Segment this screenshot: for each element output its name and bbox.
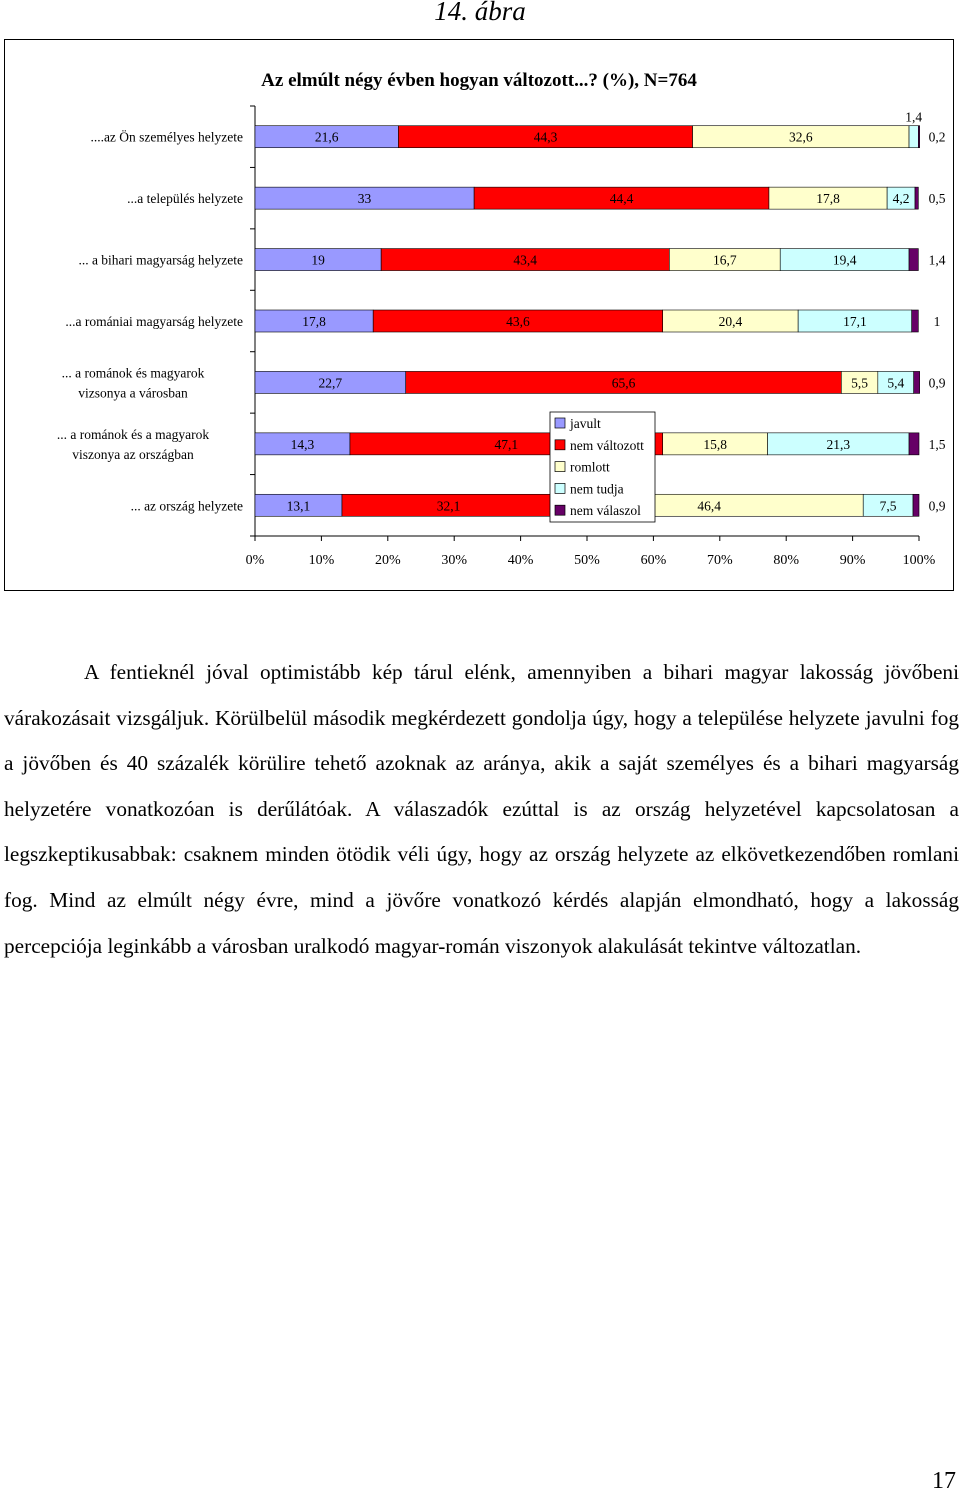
data-label: 32,1 — [436, 498, 461, 514]
legend-swatch — [555, 505, 565, 515]
x-tick-label: 90% — [839, 553, 866, 568]
category-label: vizsonya a városban — [78, 385, 188, 401]
bar-segment — [912, 310, 919, 332]
data-label: 20,4 — [718, 314, 743, 329]
data-label: 32,6 — [788, 129, 813, 145]
data-label: 0,9 — [928, 375, 946, 391]
legend-swatch — [555, 418, 565, 428]
legend-label: nem válaszol — [570, 503, 641, 519]
data-label: 21,6 — [314, 129, 339, 145]
x-tick-label: 40% — [507, 553, 534, 568]
data-label: 0,5 — [928, 191, 946, 207]
bar-segment — [914, 371, 920, 393]
data-label: 65,6 — [611, 375, 636, 391]
data-label: 1,5 — [928, 436, 946, 452]
data-label: 21,3 — [826, 436, 851, 452]
data-label: 5,5 — [851, 375, 869, 391]
legend-swatch — [555, 483, 565, 493]
stacked-bar-chart — [5, 40, 953, 590]
bar-segment — [918, 126, 919, 148]
data-label: 46,4 — [697, 498, 721, 514]
legend-label: javult — [570, 416, 601, 431]
x-tick-label: 10% — [308, 553, 335, 568]
data-label: 47,1 — [494, 436, 519, 452]
bar-segment — [909, 126, 918, 148]
x-tick-label: 0% — [245, 553, 265, 568]
category-label: viszonya az országban — [72, 446, 194, 462]
legend-label: nem változott — [570, 437, 644, 453]
x-tick-label: 20% — [374, 553, 401, 568]
category-label: ... az ország helyzete — [130, 498, 243, 514]
data-label: 4,2 — [892, 191, 910, 207]
bar-segment — [909, 249, 918, 271]
data-label: 43,6 — [506, 314, 530, 329]
data-label: 17,8 — [302, 314, 326, 329]
x-tick-label: 30% — [441, 553, 468, 568]
legend-label: romlott — [570, 459, 610, 475]
chart-title: Az elmúlt négy évben hogyan változott...? (%), N=764 — [261, 70, 697, 91]
data-label: 5,4 — [887, 375, 905, 391]
data-label: 22,7 — [318, 375, 343, 391]
data-label: 44,4 — [609, 191, 634, 207]
data-label: 44,3 — [533, 129, 558, 145]
data-label: 0,2 — [928, 129, 946, 145]
x-tick-label: 100% — [902, 553, 936, 568]
body-paragraph: A fentieknél jóval optimistább kép tárul elénk, amennyiben a bihari magyar lakosság jövőbeni várakozásait vizsgáljuk. Körülbelül második megkérdezett gondolja úgy, hogy a települése helyzete javulni fog a jövőben és 40 százalék körülire tehető azoknak az aránya, akik a saját személyes és a bihari magyarság helyzetére vonatkozóan is derűlátóak. A válaszadók ezúttal is az ország helyzetével kapcsolatosan a legszkeptikusabbak: csaknem minden ötödik véli úgy, hogy az ország helyzete az elkövetkezendőben romlani fog. Mind az elmúlt négy évre, mind a jövőre vonatkozó kérdés alapján elmondható, hogy a lakosság percepciója leginkább a városban uralkodó magyar-román viszonyok alakulását tekintve változatlan. — [4, 660, 959, 958]
x-tick-label: 80% — [773, 553, 800, 568]
data-label: 19 — [311, 252, 325, 268]
data-label: 7,5 — [879, 498, 897, 514]
body-text — [4, 650, 959, 969]
category-label: ...a település helyzete — [127, 191, 243, 207]
data-label: 1 — [933, 314, 941, 329]
data-label: 16,7 — [712, 252, 737, 268]
chart-frame — [4, 39, 954, 591]
category-label: ...a romániai magyarság helyzete — [65, 314, 243, 329]
x-tick-label: 50% — [574, 553, 600, 568]
data-label: 17,1 — [843, 314, 867, 329]
data-label: 0,9 — [928, 498, 946, 514]
category-label: ... a románok és a magyarok — [56, 426, 210, 442]
data-label: 14,3 — [290, 436, 315, 452]
category-label: ... a bihari magyarság helyzete — [78, 252, 243, 268]
data-label: 1,4 — [905, 109, 923, 125]
data-label: 33 — [357, 191, 372, 207]
data-label: 19,4 — [832, 252, 857, 268]
category-label: ....az Ön személyes helyzete — [90, 129, 243, 145]
data-label: 43,4 — [513, 252, 538, 268]
bar-segment — [909, 433, 919, 455]
data-label: 13,1 — [286, 498, 311, 514]
category-label: ... a románok és magyarok — [61, 365, 205, 381]
x-tick-label: 60% — [640, 553, 667, 568]
bar-segment — [915, 187, 918, 209]
legend-label: nem tudja — [570, 481, 624, 497]
legend-swatch — [555, 462, 565, 472]
page-number: 17 — [932, 1468, 956, 1494]
legend-swatch — [555, 440, 565, 450]
data-label: 17,8 — [816, 191, 840, 207]
data-label: 1,4 — [928, 252, 946, 268]
bar-segment — [913, 494, 919, 516]
figure-caption: 14. ábra — [434, 0, 526, 26]
data-label: 15,8 — [703, 436, 727, 452]
x-tick-label: 70% — [706, 553, 733, 568]
